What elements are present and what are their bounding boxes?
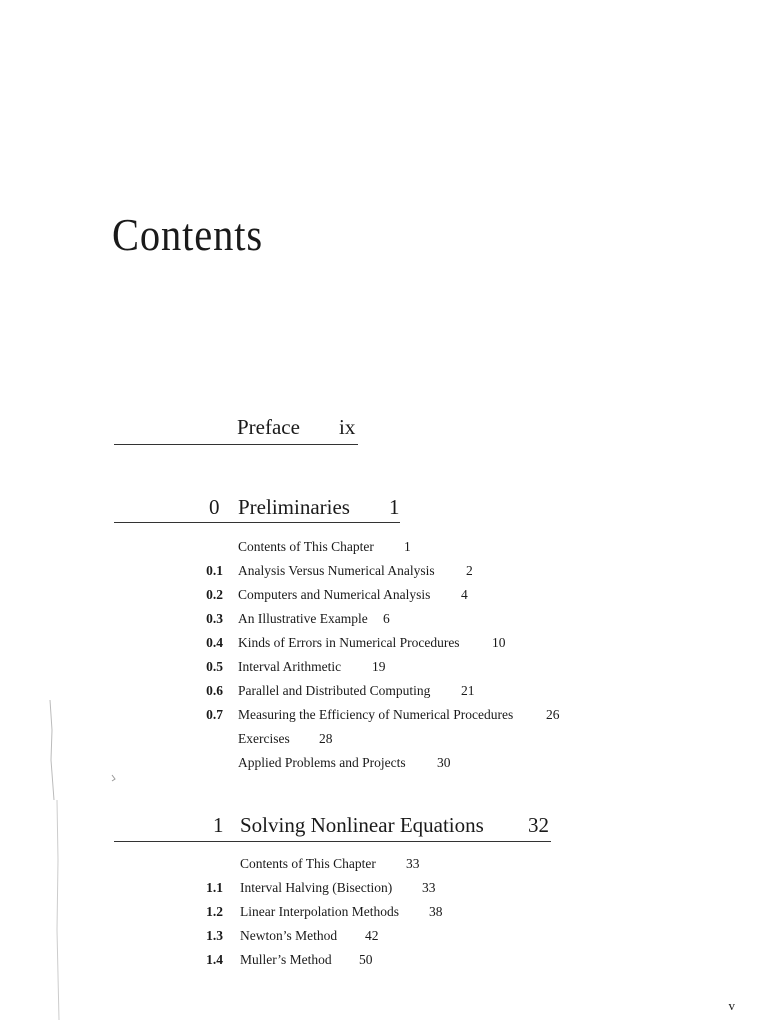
toc-entry-label: Measuring the Efficiency of Numerical Procedures xyxy=(238,707,514,722)
section-number: 0.2 xyxy=(206,587,223,602)
toc-entry-label: Applied Problems and Projects xyxy=(238,755,406,770)
toc-entry-label: Muller’s Method xyxy=(240,952,332,967)
page-title: Contents xyxy=(112,209,263,260)
section-number: 1.2 xyxy=(206,904,223,919)
toc-entry-label: Linear Interpolation Methods xyxy=(240,904,399,919)
toc-entry-page: 50 xyxy=(359,952,373,967)
toc-entry-label: Interval Halving (Bisection) xyxy=(240,880,393,895)
toc-entry-page: 6 xyxy=(383,611,390,626)
toc-entry-page: 10 xyxy=(492,635,506,650)
toc-entry-label: Contents of This Chapter xyxy=(238,539,374,554)
toc-entry-page: 1 xyxy=(404,539,411,554)
section-number: 1.1 xyxy=(206,880,223,895)
section-number: 1.3 xyxy=(206,928,223,943)
preface-page: ix xyxy=(339,415,356,439)
section-number: 0.6 xyxy=(206,683,223,698)
toc-entry-label: Parallel and Distributed Computing xyxy=(238,683,431,698)
toc-entry-label: Computers and Numerical Analysis xyxy=(238,587,431,602)
chapter-number: 0 xyxy=(209,495,220,519)
toc-entry-page: 28 xyxy=(319,731,333,746)
toc-entry-label: Newton’s Method xyxy=(240,928,338,943)
toc-entry-label: Exercises xyxy=(238,731,290,746)
toc-entry-page: 2 xyxy=(466,563,473,578)
preface-label: Preface xyxy=(237,415,300,439)
section-number: 0.3 xyxy=(206,611,223,626)
toc-entry-page: 33 xyxy=(422,880,436,895)
chapter-page: 1 xyxy=(389,495,400,519)
toc-entry-page: 30 xyxy=(437,755,451,770)
toc-entry-page: 33 xyxy=(406,856,420,871)
chapter-number: 1 xyxy=(213,813,224,837)
chapter-title: Solving Nonlinear Equations xyxy=(240,813,484,837)
section-number: 0.4 xyxy=(206,635,223,650)
toc-entry-page: 4 xyxy=(461,587,468,602)
chapter-page: 32 xyxy=(528,813,549,837)
toc-entry-label: An Illustrative Example xyxy=(238,611,368,626)
section-number: 1.4 xyxy=(206,952,223,967)
toc-entry-label: Interval Arithmetic xyxy=(238,659,342,674)
toc-entry-label: Contents of This Chapter xyxy=(240,856,376,871)
toc-entry-page: 42 xyxy=(365,928,379,943)
section-number: 0.5 xyxy=(206,659,223,674)
section-number: 0.7 xyxy=(206,707,223,722)
toc-entry-page: 38 xyxy=(429,904,443,919)
toc-entry-label: Analysis Versus Numerical Analysis xyxy=(238,563,435,578)
toc-entry-label: Kinds of Errors in Numerical Procedures xyxy=(238,635,460,650)
toc-entry-page: 21 xyxy=(461,683,475,698)
page-number: v xyxy=(728,998,735,1013)
toc-entry-page: 26 xyxy=(546,707,560,722)
toc-entry-page: 19 xyxy=(372,659,386,674)
chapter-title: Preliminaries xyxy=(238,495,350,519)
section-number: 0.1 xyxy=(206,563,223,578)
